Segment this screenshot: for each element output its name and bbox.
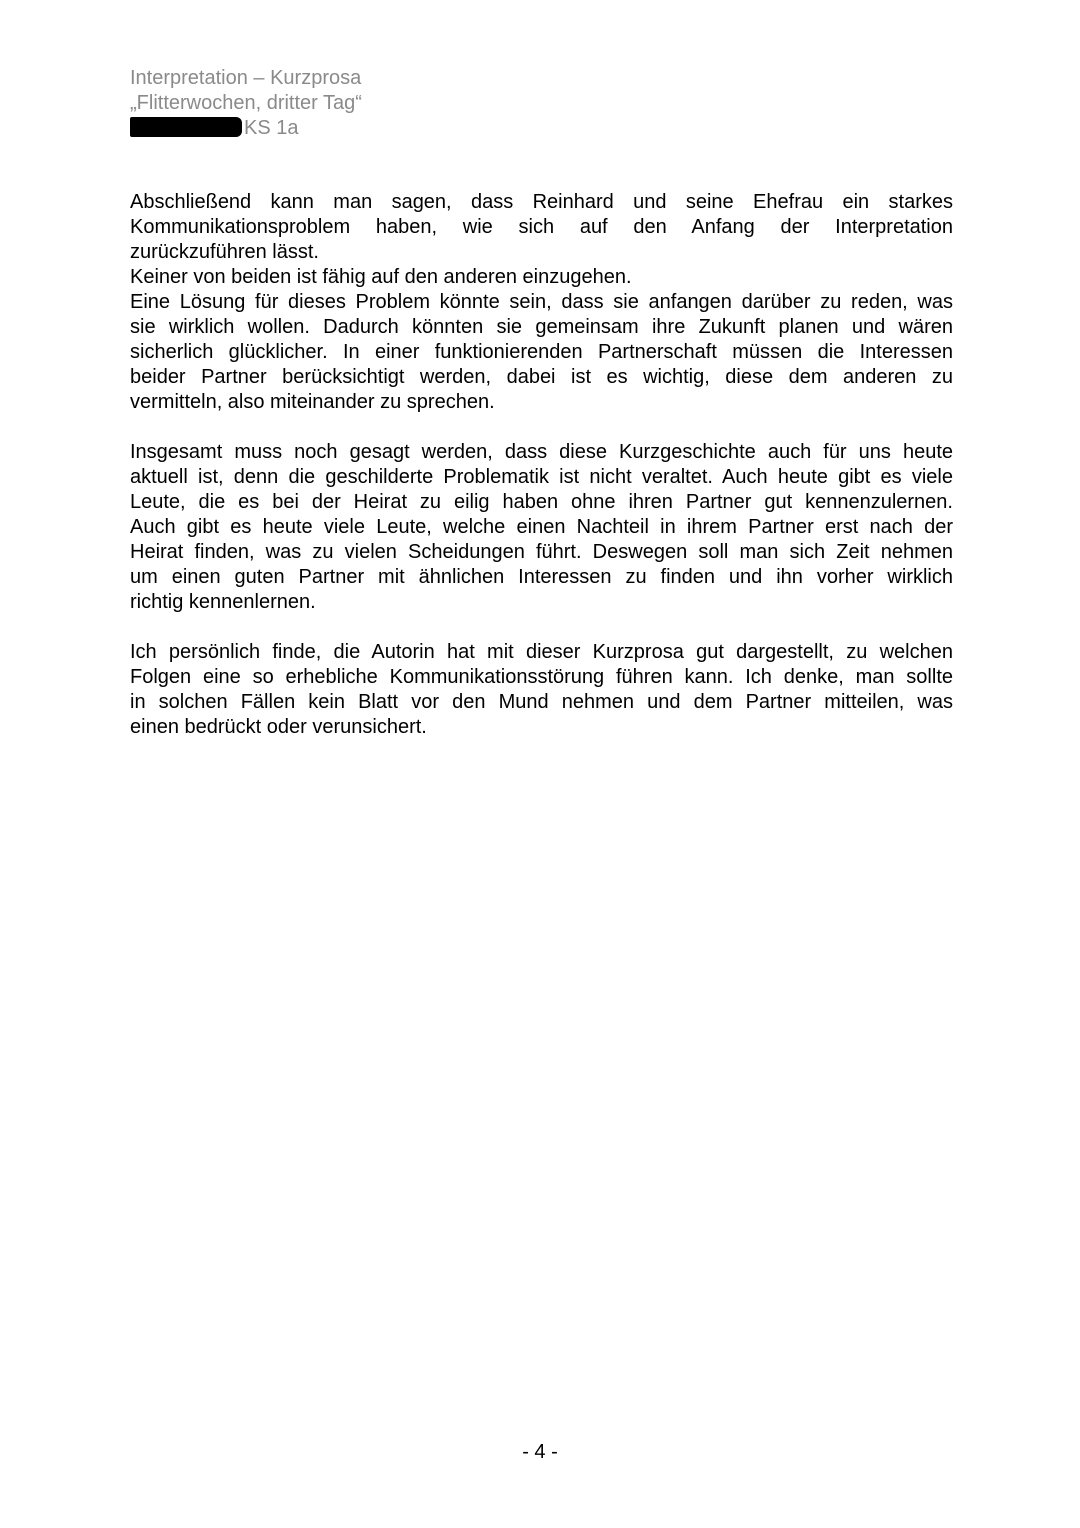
- text-line: Abschließend kann man sagen, dass Reinhard und seine Ehefrau ein starkes: [130, 191, 953, 213]
- text-line: Leute, die es bei der Heirat zu eilig haben ohne ihren Partner gut kennenzulernen.: [130, 491, 953, 513]
- redacted-name-bar: [130, 117, 242, 137]
- text-line: Keiner von beiden ist fähig auf den anderen einzugehen.: [130, 266, 632, 288]
- text-line: vermitteln, also miteinander zu sprechen.: [130, 391, 495, 413]
- header-class: KS 1a: [244, 117, 299, 139]
- text-line: sicherlich glücklicher. In einer funktionierenden Partnerschaft müssen die Interessen: [130, 341, 953, 363]
- header-subject: Interpretation – Kurzprosa: [130, 67, 362, 89]
- text-line: Heirat finden, was zu vielen Scheidungen führt. Deswegen soll man sich Zeit nehmen: [130, 541, 953, 563]
- paragraph-relevance: [130, 440, 953, 615]
- text-line: aktuell ist, denn die geschilderte Problematik ist nicht veraltet. Auch heute gibt es viele: [130, 466, 953, 488]
- text-line: in solchen Fällen kein Blatt vor den Mund nehmen und dem Partner mitteilen, was: [130, 691, 953, 713]
- text-line: Auch gibt es heute viele Leute, welche einen Nachteil in ihrem Partner erst nach der: [130, 516, 953, 538]
- document-header: [130, 66, 630, 141]
- text-line: zurückzuführen lässt.: [130, 241, 319, 263]
- header-author-class: [130, 116, 630, 141]
- page-number: - 4 -: [522, 1441, 558, 1463]
- header-title: „Flitterwochen, dritter Tag“: [130, 92, 362, 114]
- text-line: um einen guten Partner mit ähnlichen Interessen zu finden und ihn vorher wirklich: [130, 566, 953, 588]
- paragraph-conclusion: [130, 190, 953, 415]
- document-body: [130, 190, 953, 765]
- text-line: beider Partner berücksichtigt werden, dabei ist es wichtig, diese dem anderen zu: [130, 366, 953, 388]
- paragraph-opinion: [130, 640, 953, 740]
- text-line: Insgesamt muss noch gesagt werden, dass diese Kurzgeschichte auch für uns heute: [130, 441, 953, 463]
- text-line: richtig kennenlernen.: [130, 591, 316, 613]
- text-line: Folgen eine so erhebliche Kommunikationsstörung führen kann. Ich denke, man sollte: [130, 666, 953, 688]
- text-line: Kommunikationsproblem haben, wie sich auf den Anfang der Interpretation: [130, 216, 953, 238]
- text-line: Eine Lösung für dieses Problem könnte sein, dass sie anfangen darüber zu reden, was: [130, 291, 953, 313]
- text-line: sie wirklich wollen. Dadurch könnten sie gemeinsam ihre Zukunft planen und wären: [130, 316, 953, 338]
- text-line: einen bedrückt oder verunsichert.: [130, 716, 427, 738]
- text-line: Ich persönlich finde, die Autorin hat mit dieser Kurzprosa gut dargestellt, zu welchen: [130, 641, 953, 663]
